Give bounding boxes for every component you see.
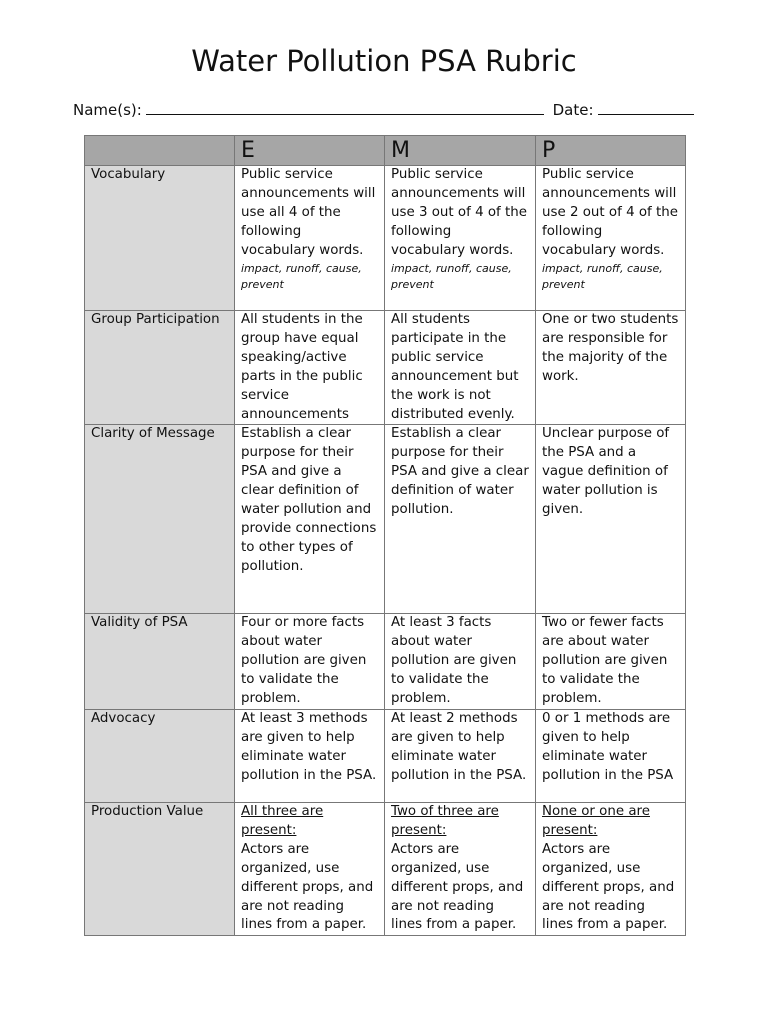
page-title: Water Pollution PSA Rubric (191, 44, 577, 78)
rating-cell: Public service announcements will use 2 out of 4 of the following vocabulary words. impact, runoff, cause, prevent (536, 166, 686, 311)
table-row (85, 802, 686, 935)
criterion-cell: Clarity of Message (85, 425, 235, 614)
header-row (85, 136, 686, 166)
rating-cell: 0 or 1 methods are given to help eliminate water pollution in the PSA (536, 709, 686, 802)
rating-cell: At least 3 facts about water pollution are given to validate the problem. (385, 614, 536, 710)
rating-cell: All three are present: Actors are organized, use different props, and are not reading lines from a paper. (235, 802, 385, 935)
rubric-table (84, 135, 686, 936)
vocabulary-words: impact, runoff, cause, prevent (542, 261, 663, 291)
criterion-cell: Validity of PSA (85, 614, 235, 710)
table-row (85, 425, 686, 614)
rating-cell: At least 3 methods are given to help eliminate water pollution in the PSA. (235, 709, 385, 802)
table-row (85, 166, 686, 311)
rating-cell: All students participate in the public service announcement but the work is not distributed evenly. (385, 311, 536, 425)
table-row (85, 614, 686, 710)
requirement-heading: Two of three are present: (391, 803, 499, 838)
rating-cell: Four or more facts about water pollution are given to validate the problem. (235, 614, 385, 710)
requirement-heading: All three are present: (241, 803, 324, 838)
name-field[interactable] (146, 100, 544, 115)
rating-cell: Public service announcements will use all 4 of the following vocabulary words. impact, runoff, cause, prevent (235, 166, 385, 311)
criterion-cell: Group Participation (85, 311, 235, 425)
rating-cell: At least 2 methods are given to help eliminate water pollution in the PSA. (385, 709, 536, 802)
rating-cell: All students in the group have equal speaking/active parts in the public service announcements (235, 311, 385, 425)
criterion-cell: Vocabulary (85, 166, 235, 311)
rating-cell: None or one are present: Actors are organized, use different props, and are not reading lines from a paper. (536, 802, 686, 935)
name-label: Name(s): (73, 101, 142, 119)
header-corner (85, 136, 235, 166)
table-row (85, 709, 686, 802)
date-field[interactable] (598, 100, 694, 115)
date-label: Date: (552, 101, 594, 119)
vocabulary-words: impact, runoff, cause, prevent (241, 261, 362, 291)
rating-cell: One or two students are responsible for the majority of the work. (536, 311, 686, 425)
rating-cell: Two or fewer facts are about water pollution are given to validate the problem. (536, 614, 686, 710)
vocabulary-words: impact, runoff, cause, prevent (391, 261, 512, 291)
column-header-e: E (235, 136, 385, 166)
name-date-line (73, 100, 694, 119)
criterion-cell: Advocacy (85, 709, 235, 802)
column-header-p: P (536, 136, 686, 166)
rating-cell: Establish a clear purpose for their PSA and give a clear definition of water pollution and provide connections to other types of pollution. (235, 425, 385, 614)
criterion-cell: Production Value (85, 802, 235, 935)
requirement-heading: None or one are present: (542, 803, 650, 838)
rating-cell: Establish a clear purpose for their PSA and give a clear definition of water pollution. (385, 425, 536, 614)
rating-cell: Two of three are present: Actors are organized, use different props, and are not reading lines from a paper. (385, 802, 536, 935)
rating-cell: Public service announcements will use 3 out of 4 of the following vocabulary words. impact, runoff, cause, prevent (385, 166, 536, 311)
table-row (85, 311, 686, 425)
rating-cell: Unclear purpose of the PSA and a vague definition of water pollution is given. (536, 425, 686, 614)
column-header-m: M (385, 136, 536, 166)
